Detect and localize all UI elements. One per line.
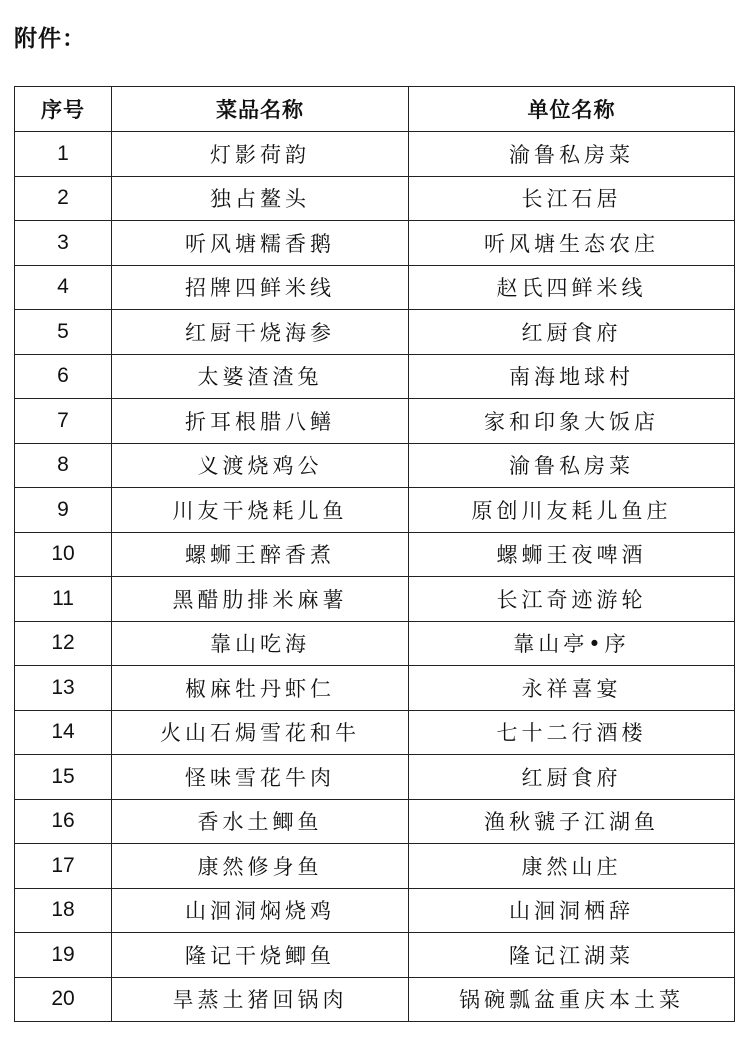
unit-name-cell: 红厨食府 bbox=[409, 310, 735, 355]
unit-name-cell: 渝鲁私房菜 bbox=[409, 443, 735, 488]
unit-name-cell: 康然山庄 bbox=[409, 844, 735, 889]
dish-name-cell: 山洄洞焖烧鸡 bbox=[112, 888, 409, 933]
dish-name-cell: 螺蛳王醉香煮 bbox=[112, 532, 409, 577]
header-serial-number: 序号 bbox=[15, 87, 112, 132]
table-row bbox=[15, 132, 735, 177]
unit-name-cell: 山洄洞栖辞 bbox=[409, 888, 735, 933]
table-row bbox=[15, 265, 735, 310]
dish-name-cell: 招牌四鲜米线 bbox=[112, 265, 409, 310]
dish-name-cell: 椒麻牡丹虾仁 bbox=[112, 666, 409, 711]
unit-name-cell: 靠山亭•序 bbox=[409, 621, 735, 666]
table-body bbox=[15, 132, 735, 1022]
unit-name-cell: 渝鲁私房菜 bbox=[409, 132, 735, 177]
dish-name-cell: 川友干烧耗儿鱼 bbox=[112, 488, 409, 533]
serial-number-cell: 2 bbox=[15, 176, 112, 221]
unit-name-cell: 家和印象大饭店 bbox=[409, 399, 735, 444]
unit-name-cell: 永祥喜宴 bbox=[409, 666, 735, 711]
dish-name-cell: 黑醋肋排米麻薯 bbox=[112, 577, 409, 622]
serial-number-cell: 13 bbox=[15, 666, 112, 711]
serial-number-cell: 4 bbox=[15, 265, 112, 310]
serial-number-cell: 9 bbox=[15, 488, 112, 533]
serial-number-cell: 18 bbox=[15, 888, 112, 933]
dish-name-cell: 太婆渣渣兔 bbox=[112, 354, 409, 399]
serial-number-cell: 14 bbox=[15, 710, 112, 755]
table-row bbox=[15, 310, 735, 355]
table-row bbox=[15, 933, 735, 978]
table-row bbox=[15, 710, 735, 755]
dish-table bbox=[14, 86, 735, 1022]
table-row bbox=[15, 354, 735, 399]
dish-name-cell: 折耳根腊八鳝 bbox=[112, 399, 409, 444]
table-header-row bbox=[15, 87, 735, 132]
unit-name-cell: 长江奇迹游轮 bbox=[409, 577, 735, 622]
serial-number-cell: 6 bbox=[15, 354, 112, 399]
serial-number-cell: 1 bbox=[15, 132, 112, 177]
serial-number-cell: 5 bbox=[15, 310, 112, 355]
table-row bbox=[15, 577, 735, 622]
attachment-heading: 附件： bbox=[14, 26, 86, 52]
table-row bbox=[15, 443, 735, 488]
table-row bbox=[15, 977, 735, 1022]
serial-number-cell: 15 bbox=[15, 755, 112, 800]
serial-number-cell: 7 bbox=[15, 399, 112, 444]
serial-number-cell: 12 bbox=[15, 621, 112, 666]
dish-name-cell: 怪味雪花牛肉 bbox=[112, 755, 409, 800]
dish-name-cell: 靠山吃海 bbox=[112, 621, 409, 666]
table-row bbox=[15, 176, 735, 221]
table-row bbox=[15, 621, 735, 666]
serial-number-cell: 17 bbox=[15, 844, 112, 889]
dish-name-cell: 听风塘糯香鹅 bbox=[112, 221, 409, 266]
dish-name-cell: 旱蒸土猪回锅肉 bbox=[112, 977, 409, 1022]
unit-name-cell: 听风塘生态农庄 bbox=[409, 221, 735, 266]
serial-number-cell: 19 bbox=[15, 933, 112, 978]
unit-name-cell: 螺蛳王夜啤酒 bbox=[409, 532, 735, 577]
unit-name-cell: 锅碗瓢盆重庆本土菜 bbox=[409, 977, 735, 1022]
dish-name-cell: 独占鳌头 bbox=[112, 176, 409, 221]
dish-name-cell: 红厨干烧海参 bbox=[112, 310, 409, 355]
unit-name-cell: 渔秋虢子江湖鱼 bbox=[409, 799, 735, 844]
unit-name-cell: 南海地球村 bbox=[409, 354, 735, 399]
table-row bbox=[15, 221, 735, 266]
table-row bbox=[15, 532, 735, 577]
serial-number-cell: 16 bbox=[15, 799, 112, 844]
header-unit-name: 单位名称 bbox=[409, 87, 735, 132]
table-row bbox=[15, 755, 735, 800]
unit-name-cell: 长江石居 bbox=[409, 176, 735, 221]
serial-number-cell: 20 bbox=[15, 977, 112, 1022]
table-row bbox=[15, 888, 735, 933]
dish-name-cell: 灯影荷韵 bbox=[112, 132, 409, 177]
serial-number-cell: 3 bbox=[15, 221, 112, 266]
dish-name-cell: 隆记干烧鲫鱼 bbox=[112, 933, 409, 978]
table-row bbox=[15, 488, 735, 533]
unit-name-cell: 赵氏四鲜米线 bbox=[409, 265, 735, 310]
unit-name-cell: 七十二行酒楼 bbox=[409, 710, 735, 755]
serial-number-cell: 8 bbox=[15, 443, 112, 488]
table-row bbox=[15, 666, 735, 711]
table-row bbox=[15, 399, 735, 444]
dish-name-cell: 义渡烧鸡公 bbox=[112, 443, 409, 488]
dish-name-cell: 康然修身鱼 bbox=[112, 844, 409, 889]
dish-name-cell: 火山石焗雪花和牛 bbox=[112, 710, 409, 755]
serial-number-cell: 10 bbox=[15, 532, 112, 577]
dish-name-cell: 香水土鲫鱼 bbox=[112, 799, 409, 844]
table-row bbox=[15, 844, 735, 889]
table-row bbox=[15, 799, 735, 844]
unit-name-cell: 隆记江湖菜 bbox=[409, 933, 735, 978]
unit-name-cell: 红厨食府 bbox=[409, 755, 735, 800]
unit-name-cell: 原创川友耗儿鱼庄 bbox=[409, 488, 735, 533]
serial-number-cell: 11 bbox=[15, 577, 112, 622]
header-dish-name: 菜品名称 bbox=[112, 87, 409, 132]
